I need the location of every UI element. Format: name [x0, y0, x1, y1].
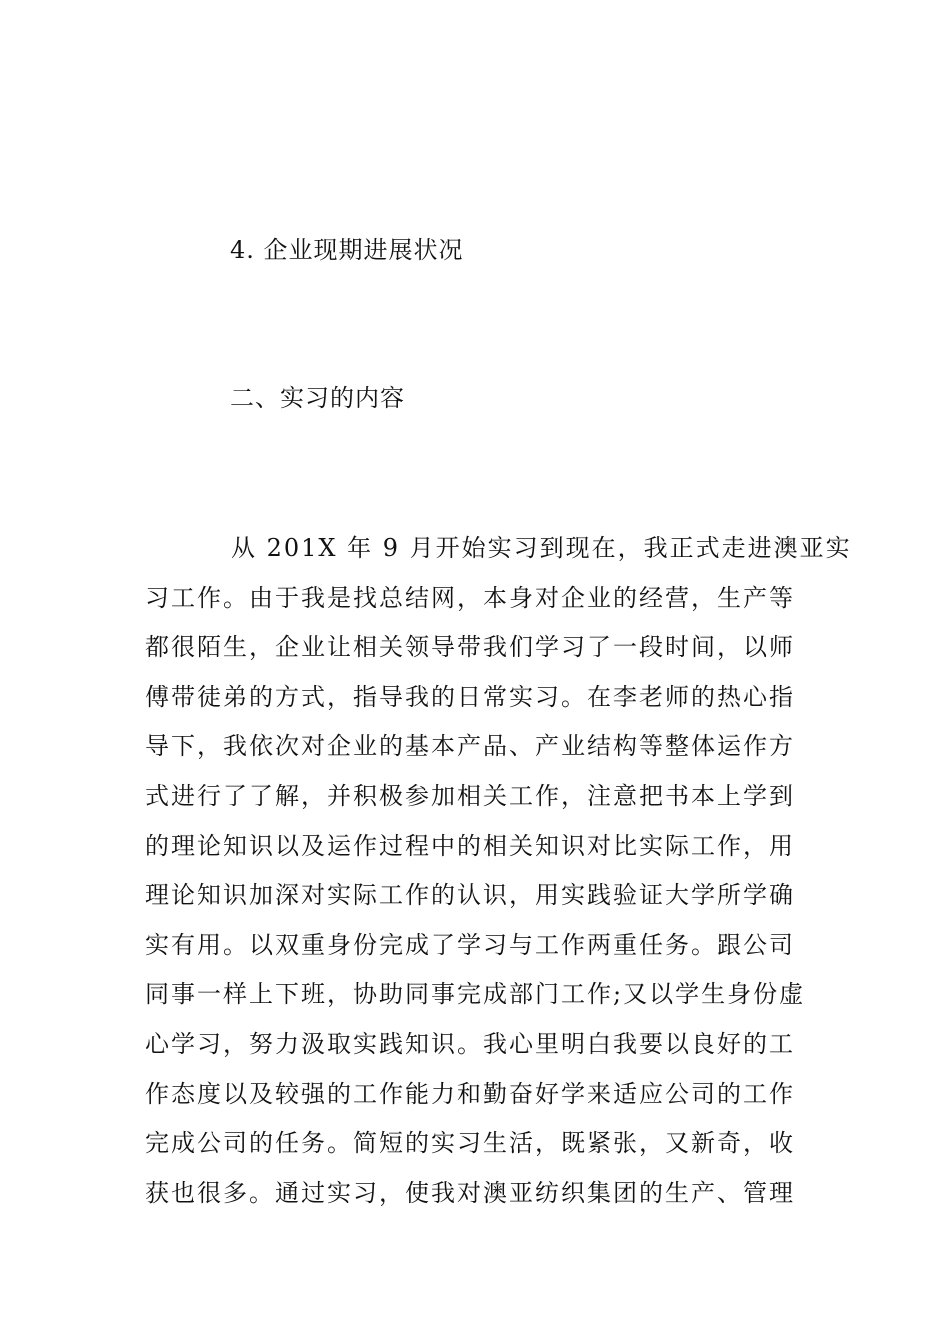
paragraph-line: 导下，我依次对企业的基本产品、产业结构等整体运作方	[145, 732, 795, 761]
section-4-heading: 4. 企业现期进展状况	[230, 236, 464, 264]
paragraph-line: 的理论知识以及运作过程中的相关知识对比实际工作，用	[145, 831, 795, 860]
body-paragraph	[145, 530, 852, 1224]
paragraph-line: 获也很多。通过实习，使我对澳亚纺织集团的生产、管理	[145, 1178, 795, 1207]
paragraph-line: 理论知识加深对实际工作的认识，用实践验证大学所学确	[145, 881, 795, 910]
paragraph-line: 都很陌生，企业让相关领导带我们学习了一段时间，以师	[145, 633, 795, 662]
paragraph-line: 傅带徒弟的方式，指导我的日常实习。在李老师的热心指	[145, 682, 795, 711]
paragraph-line: 同事一样上下班，协助同事完成部门工作;又以学生身份虚	[145, 980, 806, 1009]
paragraph-line: 式进行了了解，并积极参加相关工作，注意把书本上学到	[145, 781, 795, 810]
paragraph-line: 习工作。由于我是找总结网，本身对企业的经营，生产等	[145, 583, 795, 612]
paragraph-line: 从 201X 年 9 月开始实习到现在，我正式走进澳亚实	[231, 534, 852, 562]
paragraph-line: 实有用。以双重身份完成了学习与工作两重任务。跟公司	[145, 930, 795, 959]
paragraph-line: 完成公司的任务。简短的实习生活，既紧张，又新奇，收	[145, 1129, 795, 1158]
section-2-heading: 二、实习的内容	[230, 384, 405, 412]
paragraph-line: 作态度以及较强的工作能力和勤奋好学来适应公司的工作	[145, 1079, 795, 1108]
paragraph-line: 心学习，努力汲取实践知识。我心里明白我要以良好的工	[145, 1029, 795, 1058]
